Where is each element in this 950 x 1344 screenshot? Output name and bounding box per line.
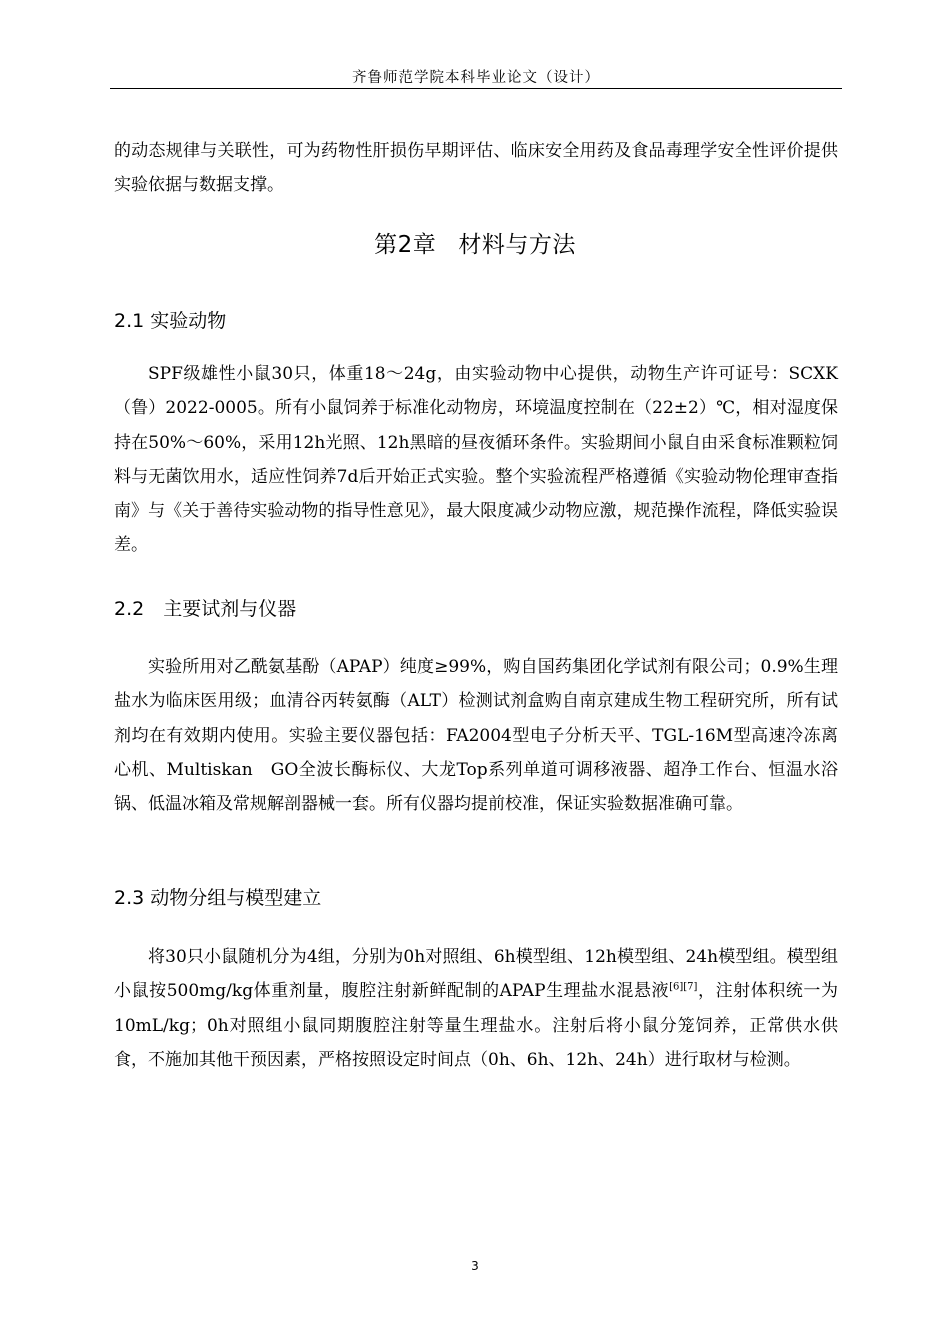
running-header: 齐鲁师范学院本科毕业论文（设计） <box>352 70 600 86</box>
section-body-2-1 <box>114 357 838 563</box>
chapter-name: 材料与方法 <box>458 232 576 258</box>
paragraph-experimental-animals: SPF级雄性小鼠30只，体重18～24g，由实验动物中心提供，动物生产许可证号：SCXK（鲁）2022-0005。所有小鼠饲养于标准化动物房，环境温度控制在（22±2）℃，相对湿度保持在50%～60%，采用12h光照、12h黑暗的昼夜循环条件。实验期间小鼠自由采食标准颗粒饲料与无菌饮用水，适应性饲养7d后开始正式实验。整个实验流程严格遵循《实验动物伦理审查指南》与《关于善待实验动物的指导性意见》，最大限度减少动物应激，规范操作流程，降低实验误差。 <box>114 364 838 556</box>
paragraph-reagents-instruments: 实验所用对乙酰氨基酚（APAP）纯度≥99%，购自国药集团化学试剂有限公司；0.9%生理盐水为临床医用级；血清谷丙转氨酶（ALT）检测试剂盒购自南京建成生物工程研究所，所有试剂均在有效期内使用。实验主要仪器包括：FA2004型电子分析天平、TGL-16M型高速冷冻离心机、Multiskan GO全波长酶标仪、大龙Top系列单道可调移液器、超净工作台、恒温水浴锅、低温冰箱及常规解剖器械一套。所有仪器均提前校准，保证实验数据准确可靠。 <box>114 657 838 815</box>
grouping-text-part1: 将30只小鼠随机分为4组，分别为0h对照组、6h模型组、12h模型组、24h模型组。模型组小鼠按500mg/kg体重剂量，腹腔注射新鲜配制的APAP生理盐水混悬液 <box>114 947 838 1002</box>
intro-continuation-block <box>114 134 838 203</box>
chapter-number: 第2章 <box>374 232 437 258</box>
section-body-2-2 <box>114 650 838 821</box>
paragraph-grouping-model <box>114 940 838 1077</box>
header-rule <box>110 88 842 89</box>
section-heading-2-3: 2.3 动物分组与模型建立 <box>114 887 322 909</box>
chapter-title <box>0 226 950 259</box>
page-number: 3 <box>471 1259 479 1273</box>
intro-continuation-paragraph: 的动态规律与关联性，可为药物性肝损伤早期评估、临床安全用药及食品毒理学安全性评价提供实验依据与数据支撑。 <box>114 141 838 196</box>
citation-6[interactable]: [6] <box>669 981 684 993</box>
section-body-2-3 <box>114 940 838 1077</box>
section-heading-2-1: 2.1 实验动物 <box>114 310 227 332</box>
grouping-text-part2: ，注射体积统一为10mL/kg；0h对照组小鼠同期腹腔注射等量生理盐水。注射后将小鼠分笼饲养，正常供水供食，不施加其他干预因素，严格按照设定时间点（0h、6h、12h、24h）进行取材与检测。 <box>114 981 839 1070</box>
citation-7[interactable]: [7] <box>683 981 698 993</box>
section-heading-2-2: 2.2 主要试剂与仪器 <box>114 598 297 620</box>
